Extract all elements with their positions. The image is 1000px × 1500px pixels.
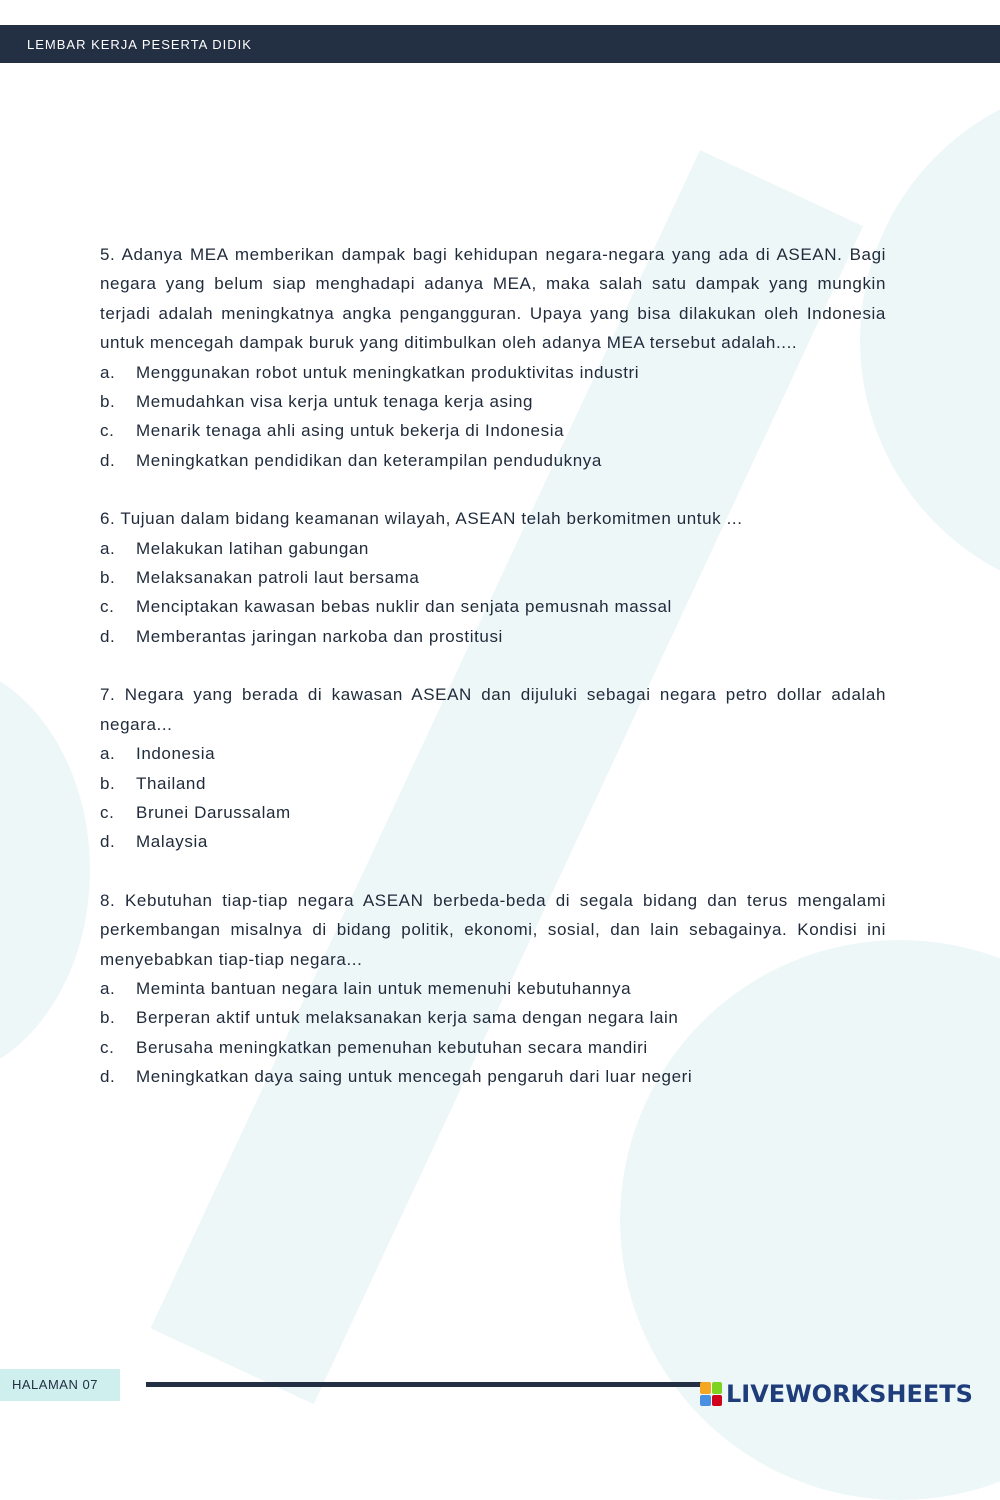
question-text: 8. Kebutuhan tiap-tiap negara ASEAN berbeda-beda di segala bidang dan terus mengalami perkembangan misalnya di bidang politik, ekonomi, sosial, dan lain sebagainya. Kondisi ini menyebabkan tiap-tiap negara...	[100, 890, 886, 969]
liveworksheets-brand[interactable]	[700, 1380, 1000, 1410]
background-circle-left	[0, 660, 90, 1080]
liveworksheets-logo-icon	[700, 1382, 722, 1406]
option-b[interactable]	[100, 769, 886, 798]
page-number-label: HALAMAN 07	[12, 1377, 98, 1392]
question-6	[100, 504, 886, 651]
option-a[interactable]	[100, 739, 886, 768]
option-a[interactable]	[100, 358, 886, 387]
header-bar	[0, 25, 1000, 63]
question-7	[100, 680, 886, 856]
option-d[interactable]	[100, 1062, 886, 1091]
options-list	[100, 739, 886, 857]
option-text: Menciptakan kawasan bebas nuklir dan senjata pemusnah massal	[136, 597, 672, 617]
option-letter: b.	[100, 773, 116, 793]
option-text: Meningkatkan pendidikan dan keterampilan penduduknya	[136, 450, 602, 470]
option-letter: a.	[100, 362, 116, 382]
logo-square-icon	[712, 1395, 723, 1407]
option-text: Melakukan latihan gabungan	[136, 538, 369, 558]
option-text: Meningkatkan daya saing untuk mencegah pengaruh dari luar negeri	[136, 1067, 693, 1087]
option-c[interactable]	[100, 416, 886, 445]
spacer	[100, 651, 886, 680]
option-d[interactable]	[100, 827, 886, 856]
page-number-tag	[0, 1369, 120, 1401]
option-text: Berperan aktif untuk melaksanakan kerja sama dengan negara lain	[136, 1008, 679, 1028]
option-c[interactable]	[100, 1033, 886, 1062]
option-text: Melaksanakan patroli laut bersama	[136, 568, 420, 588]
option-letter: d.	[100, 450, 116, 470]
worksheet-content	[100, 240, 886, 1092]
option-text: Menggunakan robot untuk meningkatkan produktivitas industri	[136, 362, 640, 382]
option-b[interactable]	[100, 563, 886, 592]
option-letter: d.	[100, 1067, 116, 1087]
spacer	[100, 857, 886, 886]
question-text: 7. Negara yang berada di kawasan ASEAN dan dijuluki sebagai negara petro dollar adalah negara...	[100, 685, 886, 734]
option-letter: a.	[100, 744, 116, 764]
footer-divider	[146, 1382, 706, 1387]
options-list	[100, 358, 886, 476]
option-text: Thailand	[136, 773, 207, 793]
brand-name: LIVEWORKSHEETS	[726, 1380, 973, 1408]
logo-square-icon	[700, 1395, 711, 1407]
option-text: Memudahkan visa kerja untuk tenaga kerja asing	[136, 392, 534, 412]
option-letter: c.	[100, 421, 115, 441]
option-text: Memberantas jaringan narkoba dan prostitusi	[136, 626, 503, 646]
option-text: Indonesia	[136, 744, 216, 764]
option-text: Menarik tenaga ahli asing untuk bekerja di Indonesia	[136, 421, 565, 441]
option-letter: c.	[100, 1037, 115, 1057]
option-text: Brunei Darussalam	[136, 802, 291, 822]
option-d[interactable]	[100, 446, 886, 475]
option-c[interactable]	[100, 592, 886, 621]
option-letter: a.	[100, 978, 116, 998]
question-text: 5. Adanya MEA memberikan dampak bagi kehidupan negara-negara yang ada di ASEAN. Bagi negara yang belum siap menghadapi adanya MEA, maka salah satu dampak yang mungkin terjadi adalah meningkatnya angka pengangguran. Upaya yang bisa dilakukan oleh Indonesia untuk mencegah dampak buruk yang ditimbulkan oleh adanya MEA tersebut adalah....	[100, 245, 886, 353]
option-c[interactable]	[100, 798, 886, 827]
option-letter: a.	[100, 538, 116, 558]
option-b[interactable]	[100, 387, 886, 416]
option-letter: b.	[100, 568, 116, 588]
header-title: LEMBAR KERJA PESERTA DIDIK	[27, 37, 252, 52]
logo-square-icon	[712, 1382, 723, 1394]
option-a[interactable]	[100, 534, 886, 563]
option-letter: b.	[100, 1008, 116, 1028]
option-text: Malaysia	[136, 832, 208, 852]
option-letter: d.	[100, 832, 116, 852]
option-letter: c.	[100, 597, 115, 617]
question-5	[100, 240, 886, 475]
option-b[interactable]	[100, 1003, 886, 1032]
option-text: Berusaha meningkatkan pemenuhan kebutuhan secara mandiri	[136, 1037, 648, 1057]
option-letter: c.	[100, 802, 115, 822]
options-list	[100, 974, 886, 1092]
option-d[interactable]	[100, 622, 886, 651]
options-list	[100, 534, 886, 652]
option-text: Meminta bantuan negara lain untuk memenuhi kebutuhannya	[136, 978, 632, 998]
option-letter: d.	[100, 626, 116, 646]
option-letter: b.	[100, 392, 116, 412]
question-8	[100, 886, 886, 1092]
question-text: 6. Tujuan dalam bidang keamanan wilayah, ASEAN telah berkomitmen untuk ...	[100, 509, 743, 529]
logo-square-icon	[700, 1382, 711, 1394]
spacer	[100, 475, 886, 504]
option-a[interactable]	[100, 974, 886, 1003]
